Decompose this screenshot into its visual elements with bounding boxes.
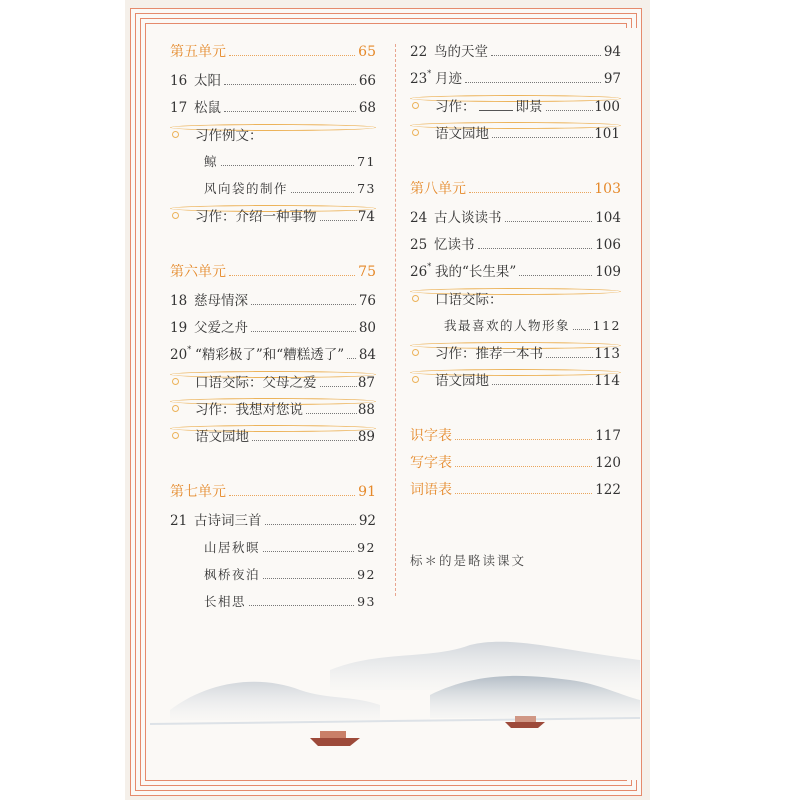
entry-title (194, 290, 248, 312)
entry-title-text: 风向袋的制作 (204, 181, 289, 196)
dotted-leader (320, 220, 357, 221)
page-number: 92 (357, 540, 376, 555)
entry-title (194, 97, 221, 119)
toc-entry (170, 124, 376, 144)
entry-title-text: 语文园地 (435, 373, 489, 389)
toc-entry (410, 369, 621, 389)
entry-title-text: 父爱之舟 (194, 320, 248, 336)
entry-title (435, 96, 543, 118)
lesson-number (410, 41, 427, 63)
page-number: 87 (357, 375, 375, 391)
entry-title (435, 261, 516, 283)
page-number: 76 (358, 293, 376, 309)
lesson-number (170, 70, 187, 92)
unit-heading (170, 481, 376, 503)
entry-title (204, 564, 260, 586)
entry-title (435, 370, 489, 392)
page-number: 112 (592, 318, 621, 333)
lesson-number (170, 510, 187, 532)
entry-title (194, 510, 262, 532)
entry-title-text: 月迹 (435, 71, 462, 87)
page-number: 91 (358, 484, 376, 500)
entry-title (195, 372, 317, 394)
page-number: 103 (594, 181, 621, 197)
page-number: 101 (594, 126, 620, 142)
dotted-leader (224, 111, 356, 112)
dotted-leader (546, 357, 593, 358)
dotted-leader (263, 578, 354, 579)
page-number: 100 (594, 99, 620, 115)
page-number: 71 (357, 154, 376, 169)
entry-title (435, 123, 489, 145)
entry-title-text: 鸟的天堂 (434, 44, 488, 60)
page-number: 120 (595, 455, 621, 471)
toc-entry (410, 288, 621, 308)
entry-title (195, 426, 249, 448)
page-number: 104 (595, 210, 621, 226)
entry-title (410, 452, 452, 474)
lesson-number-text: 18 (170, 293, 188, 309)
dotted-leader (491, 55, 601, 56)
lesson-number (410, 261, 431, 283)
lesson-number (170, 290, 187, 312)
entry-title (204, 151, 218, 173)
page-number: 68 (358, 100, 376, 116)
dotted-leader (455, 466, 592, 467)
lesson-number-text: 21 (170, 513, 188, 529)
entry-title (435, 68, 462, 90)
dotted-leader (347, 358, 356, 359)
lesson-number (170, 317, 187, 339)
entry-title (170, 261, 226, 283)
entry-title (204, 591, 246, 613)
bullet-circle-icon (412, 295, 419, 302)
page-number: 113 (594, 346, 620, 362)
bullet-circle-icon (172, 405, 179, 412)
entry-title (410, 178, 466, 200)
entry-title-text: 语文园地 (435, 126, 489, 142)
page-number: 92 (357, 567, 376, 582)
entry-title (434, 41, 488, 63)
entry-title-text: 长相思 (204, 594, 247, 609)
page-number: 92 (358, 513, 376, 529)
toc-entry (170, 344, 376, 366)
entry-title (195, 125, 263, 147)
toc-entry (170, 70, 376, 92)
entry-title-text: 习作：我想对您说 (195, 402, 303, 418)
dotted-leader (221, 165, 354, 166)
entry-title-text: 第七单元 (170, 484, 226, 500)
entry-title-text: 太阳 (194, 73, 221, 89)
dotted-leader (465, 82, 601, 83)
boat-left-icon (310, 731, 360, 746)
landscape-illustration (150, 620, 640, 780)
bullet-circle-icon (412, 102, 419, 109)
page-number: 97 (603, 71, 621, 87)
unit-heading (410, 178, 621, 200)
toc-entry (410, 261, 621, 283)
dotted-leader (519, 275, 592, 276)
lesson-number (410, 68, 431, 90)
page-number: 84 (358, 347, 376, 363)
dotted-leader (455, 439, 592, 440)
footnote: 标＊的是略读课文 (410, 553, 527, 568)
lesson-number-text: 24 (410, 210, 428, 226)
lesson-number (410, 207, 427, 229)
lesson-number (170, 344, 191, 366)
lesson-number-text: 25 (410, 237, 428, 253)
entry-title (195, 344, 344, 366)
lesson-number-text: 20 (170, 347, 188, 363)
page-number: 65 (358, 44, 376, 60)
entry-title (170, 41, 226, 63)
dotted-leader (263, 551, 354, 552)
entry-title-text: 口语交际： (435, 292, 503, 308)
toc-entry (410, 234, 621, 256)
toc-entry (410, 342, 621, 362)
column-divider (395, 44, 396, 596)
optional-reading-mark: * (187, 345, 192, 354)
dotted-leader (505, 221, 592, 222)
lesson-number (170, 97, 187, 119)
unit-heading (170, 41, 376, 63)
fill-in-blank (479, 97, 513, 111)
entry-title (435, 343, 543, 365)
page-number: 117 (595, 428, 621, 444)
toc-entry (410, 68, 621, 90)
entry-title-text: 习作：介绍一种事物 (195, 209, 317, 225)
toc-entry (410, 315, 621, 337)
dotted-leader (492, 384, 593, 385)
lesson-number-text: 16 (170, 73, 188, 89)
toc-entry (410, 207, 621, 229)
entry-title-text: 语文园地 (195, 429, 249, 445)
appendix-entry (410, 479, 621, 501)
toc-entry (170, 97, 376, 119)
entry-title (435, 289, 503, 311)
entry-title-text: 习作： (435, 99, 476, 115)
entry-title (444, 315, 570, 337)
page-number: 114 (594, 373, 620, 389)
bullet-circle-icon (172, 378, 179, 385)
toc-entry (170, 205, 376, 225)
lesson-number (410, 234, 427, 256)
dotted-leader (252, 440, 357, 441)
entry-title-text: 第五单元 (170, 44, 226, 60)
toc-entry (170, 290, 376, 312)
toc-entry (170, 371, 376, 391)
entry-title (195, 206, 317, 228)
entry-title (204, 537, 260, 559)
dotted-leader (492, 137, 593, 138)
dotted-leader (229, 55, 355, 56)
toc-entry (170, 317, 376, 339)
entry-title (410, 425, 452, 447)
page-number: 73 (357, 181, 376, 196)
toc-entry (170, 425, 376, 445)
entry-title-suffix: 即景 (515, 99, 543, 115)
toc-entry (170, 398, 376, 418)
entry-title-text: 古人谈读书 (434, 210, 502, 226)
page-number: 80 (358, 320, 376, 336)
toc-entry (410, 41, 621, 63)
dotted-leader (229, 495, 355, 496)
entry-title-text: 识字表 (410, 428, 452, 444)
entry-title-text: 鲸 (204, 154, 219, 169)
optional-reading-mark: * (427, 262, 432, 271)
appendix-entry (410, 452, 621, 474)
lesson-number-text: 17 (170, 100, 188, 116)
entry-title (434, 234, 475, 256)
entry-title (194, 70, 221, 92)
unit-heading (170, 261, 376, 283)
dotted-leader (478, 248, 592, 249)
dotted-leader (251, 304, 356, 305)
page-number: 66 (358, 73, 376, 89)
entry-title-text: 我的“长生果” (435, 264, 517, 280)
dotted-leader (546, 110, 593, 111)
appendix-entry (410, 425, 621, 447)
entry-title-text: 口语交际：父母之爱 (195, 375, 317, 391)
page-number: 74 (357, 209, 375, 225)
page-number: 88 (357, 402, 375, 418)
entry-title-text: 松鼠 (194, 100, 221, 116)
bullet-circle-icon (412, 129, 419, 136)
dotted-leader (306, 413, 357, 414)
toc-entry (170, 510, 376, 532)
entry-title-text: 写字表 (410, 455, 452, 471)
entry-title-text: 习作例文： (195, 128, 263, 144)
dotted-leader (573, 329, 590, 330)
bullet-circle-icon (172, 131, 179, 138)
entry-title (170, 481, 226, 503)
entry-title (410, 479, 452, 501)
entry-title-text: 忆读书 (434, 237, 475, 253)
dotted-leader (251, 331, 356, 332)
lesson-number-text: 22 (410, 44, 428, 60)
dotted-leader (224, 84, 356, 85)
dotted-leader (265, 524, 356, 525)
entry-title-text: 词语表 (410, 482, 452, 498)
entry-title-text: 习作：推荐一本书 (435, 346, 543, 362)
entry-title-text: 古诗词三首 (194, 513, 262, 529)
toc-entry (170, 591, 376, 613)
entry-title-text: 第八单元 (410, 181, 466, 197)
lesson-number-text: 26 (410, 264, 428, 280)
entry-title (434, 207, 502, 229)
dotted-leader (320, 386, 357, 387)
bullet-circle-icon (412, 376, 419, 383)
bullet-circle-icon (172, 432, 179, 439)
dotted-leader (291, 192, 354, 193)
entry-title (194, 317, 248, 339)
entry-title-text: 慈母情深 (194, 293, 248, 309)
page-number: 106 (595, 237, 621, 253)
entry-title-text: 枫桥夜泊 (204, 567, 261, 582)
toc-entry (170, 537, 376, 559)
entry-title-text: 山居秋暝 (204, 540, 261, 555)
page-number: 94 (603, 44, 621, 60)
dotted-leader (455, 493, 592, 494)
page-number: 109 (595, 264, 621, 280)
optional-reading-mark: * (427, 69, 432, 78)
entry-title-text: 第六单元 (170, 264, 226, 280)
entry-title-text: 我最喜欢的人物形象 (444, 318, 571, 333)
toc-entry (170, 151, 376, 173)
bullet-circle-icon (412, 349, 419, 356)
dotted-leader (229, 275, 355, 276)
lesson-number-text: 23 (410, 71, 428, 87)
page-number: 122 (595, 482, 621, 498)
entry-title (195, 399, 303, 421)
entry-title-text: “精彩极了”和“糟糕透了” (195, 347, 345, 363)
bullet-circle-icon (172, 212, 179, 219)
toc-entry (170, 564, 376, 586)
toc-entry (170, 178, 376, 200)
page-number: 93 (357, 594, 376, 609)
dotted-leader (469, 192, 591, 193)
toc-entry (410, 95, 621, 115)
lesson-number-text: 19 (170, 320, 188, 336)
toc-entry (410, 122, 621, 142)
page-number: 75 (358, 264, 376, 280)
dotted-leader (249, 605, 354, 606)
page-number: 89 (357, 429, 375, 445)
entry-title (204, 178, 288, 200)
